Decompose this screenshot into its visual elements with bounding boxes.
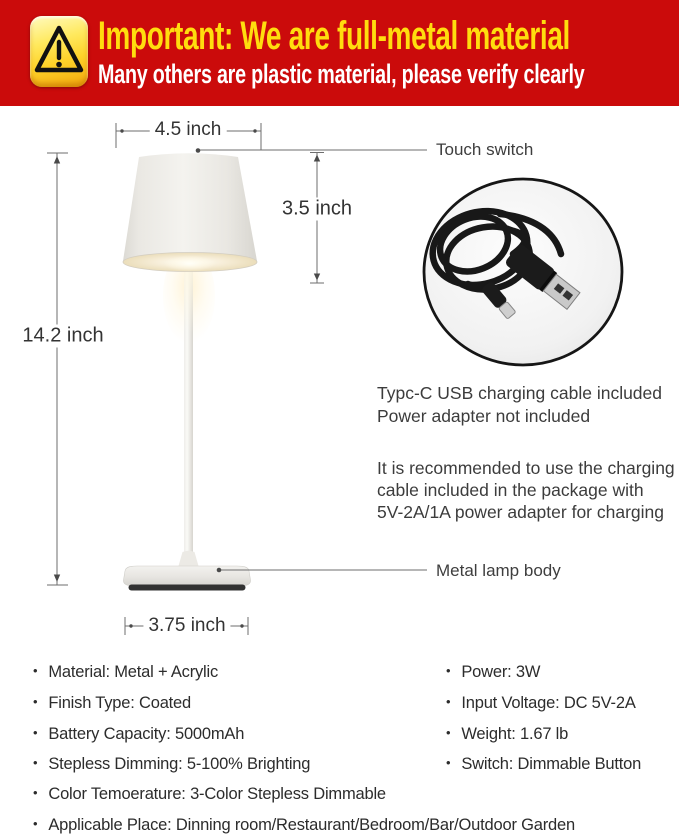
lamp-base-plate <box>123 566 250 586</box>
spec-text: Input Voltage: DC 5V-2A <box>461 694 636 712</box>
banner-title: Important: We are full-metal material <box>98 14 570 58</box>
bullet-icon: • <box>33 816 38 831</box>
spec-text: Stepless Dimming: 5-100% Brighting <box>48 755 311 773</box>
spec-text: Color Temoerature: 3-Color Stepless Dimmable <box>48 785 386 803</box>
spec-text: Weight: 1.67 lb <box>461 725 569 743</box>
dim-shade-height-label: 3.5 inch <box>277 198 357 221</box>
spec-text: Switch: Dimmable Button <box>461 755 642 773</box>
spec-item-battery <box>33 725 244 744</box>
bullet-icon: • <box>33 785 38 800</box>
dim-base-width-label: 3.75 inch <box>143 615 230 637</box>
note-line: It is recommended to use the charging <box>377 458 675 478</box>
lamp-base-joint <box>179 551 199 566</box>
lamp-shade <box>123 153 257 267</box>
spec-item-power <box>446 663 540 682</box>
spec-item-switch <box>446 755 641 774</box>
metal-body-label: Metal lamp body <box>436 561 561 580</box>
note-line: 5V-2A/1A power adapter for charging <box>377 502 664 522</box>
note-adapter-recommendation <box>377 457 675 523</box>
note-line: Power adapter not included <box>377 406 591 426</box>
bullet-icon: • <box>33 755 38 770</box>
dim-total-height-label: 14.2 inch <box>17 325 108 348</box>
spec-text: Material: Metal + Acrylic <box>48 663 219 681</box>
spec-text: Battery Capacity: 5000mAh <box>48 725 245 743</box>
dim-total-height-line <box>47 153 68 585</box>
touch-switch-label: Touch switch <box>436 140 534 159</box>
bullet-icon: • <box>33 663 38 678</box>
dim-top-width-label: 4.5 inch <box>150 119 227 141</box>
bullet-icon: • <box>446 694 451 709</box>
spec-text: Applicable Place: Dinning room/Restaurant/Bedroom/Bar/Outdoor Garden <box>48 816 575 834</box>
bullet-icon: • <box>446 663 451 678</box>
note-line: Typc-C USB charging cable included <box>377 383 663 403</box>
spec-text: Finish Type: Coated <box>48 694 192 712</box>
bullet-icon: • <box>33 725 38 740</box>
note-cable-included <box>377 382 662 428</box>
spec-item-dimming <box>33 755 310 774</box>
spec-item-finish <box>33 694 191 713</box>
lamp-illustration <box>123 153 257 590</box>
bullet-icon: • <box>446 755 451 770</box>
spec-text: Power: 3W <box>461 663 541 681</box>
usb-cable-inset <box>424 179 622 365</box>
bullet-icon: • <box>33 694 38 709</box>
spec-item-applicable-place <box>33 816 575 835</box>
spec-item-weight <box>446 725 568 744</box>
spec-item-color-temperature <box>33 785 386 804</box>
lamp-bulb-bloom <box>164 256 216 272</box>
spec-item-input-voltage <box>446 694 636 713</box>
spec-item-material <box>33 663 218 682</box>
lamp-base-foot <box>129 585 246 591</box>
bullet-icon: • <box>446 725 451 740</box>
banner-subtitle: Many others are plastic material, please verify clearly <box>98 59 585 89</box>
note-line: cable included in the package with <box>377 480 644 500</box>
